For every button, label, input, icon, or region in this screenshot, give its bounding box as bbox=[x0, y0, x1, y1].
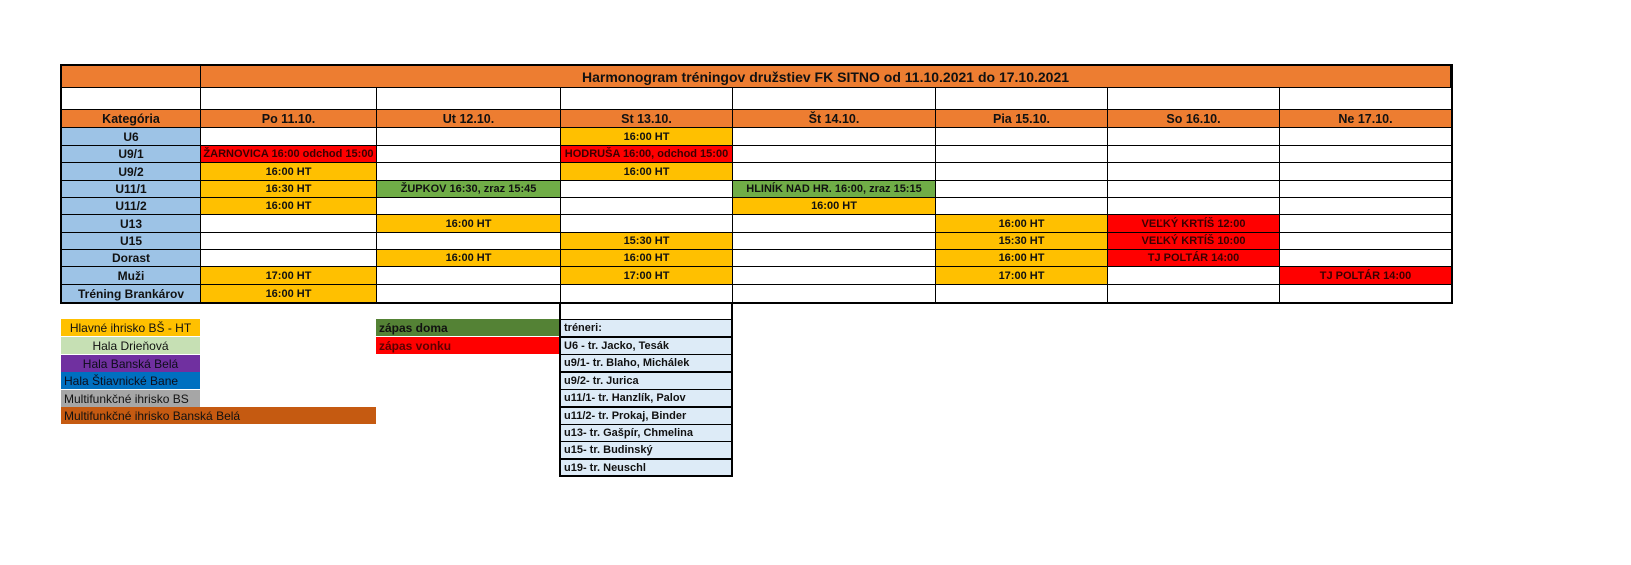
coach-item: U6 - tr. Jacko, Tesák bbox=[560, 337, 732, 355]
schedule-cell bbox=[935, 127, 1108, 146]
schedule-cell: 16:30 HT bbox=[200, 180, 377, 198]
schedule-cell bbox=[1107, 127, 1280, 146]
schedule-cell bbox=[732, 214, 936, 233]
blank-cell bbox=[1279, 87, 1452, 110]
schedule-cell bbox=[376, 232, 561, 250]
match-legend-item: zápas doma bbox=[376, 319, 560, 336]
schedule-cell: 16:00 HT bbox=[560, 127, 733, 146]
venue-legend-item: Hala Banská Belá bbox=[61, 355, 200, 372]
schedule-cell bbox=[1107, 162, 1280, 181]
category-label: Dorast bbox=[61, 249, 201, 267]
blank-cell bbox=[376, 87, 561, 110]
schedule-cell bbox=[200, 249, 377, 267]
schedule-cell: 15:30 HT bbox=[935, 232, 1108, 250]
schedule-cell: 16:00 HT bbox=[376, 249, 561, 267]
day-header: Pia 15.10. bbox=[935, 109, 1108, 128]
schedule-cell bbox=[560, 180, 733, 198]
venue-legend-item: Hala Drieňová bbox=[61, 337, 200, 354]
schedule-cell: 16:00 HT bbox=[732, 197, 936, 215]
schedule-cell: VEĽKÝ KRTÍŠ 10:00 bbox=[1107, 232, 1280, 250]
title-corner-cell bbox=[61, 65, 201, 88]
schedule-cell bbox=[732, 127, 936, 146]
coach-item: u9/2- tr. Jurica bbox=[560, 372, 732, 390]
schedule-cell: 16:00 HT bbox=[560, 162, 733, 181]
blank-cell bbox=[732, 87, 936, 110]
coaches-header: tréneri: bbox=[560, 319, 732, 337]
schedule-cell: 16:00 HT bbox=[200, 284, 377, 303]
schedule-cell bbox=[1107, 180, 1280, 198]
schedule-cell bbox=[1107, 284, 1280, 303]
schedule-cell: 17:00 HT bbox=[935, 266, 1108, 285]
schedule-cell: ŽARNOVICA 16:00 odchod 15:00 bbox=[200, 145, 377, 163]
venue-legend-item: Multifunkčné ihrisko Banská Belá bbox=[61, 407, 376, 424]
venue-legend-item: Hala Štiavnické Bane bbox=[61, 372, 200, 389]
schedule-cell bbox=[1107, 197, 1280, 215]
schedule-cell bbox=[935, 197, 1108, 215]
category-label: Muži bbox=[61, 266, 201, 285]
match-legend-item: zápas vonku bbox=[376, 337, 560, 354]
schedule-cell bbox=[1107, 145, 1280, 163]
schedule-cell bbox=[1279, 162, 1452, 181]
coach-item: u11/1- tr. Hanzlík, Palov bbox=[560, 389, 732, 407]
coach-item: u9/1- tr. Blaho, Michálek bbox=[560, 354, 732, 372]
schedule-cell: HLINÍK NAD HR. 16:00, zraz 15:15 bbox=[732, 180, 936, 198]
schedule-cell bbox=[376, 284, 561, 303]
schedule-cell bbox=[200, 127, 377, 146]
schedule-cell bbox=[376, 162, 561, 181]
schedule-cell bbox=[1279, 145, 1452, 163]
schedule-cell: 17:00 HT bbox=[200, 266, 377, 285]
category-header: Kategória bbox=[61, 109, 201, 128]
venue-legend-item: Hlavné ihrisko BŠ - HT bbox=[61, 319, 200, 336]
day-header: Ne 17.10. bbox=[1279, 109, 1452, 128]
category-label: Tréning Brankárov bbox=[61, 284, 201, 303]
category-label: U6 bbox=[61, 127, 201, 146]
schedule-cell bbox=[1279, 249, 1452, 267]
blank-cell bbox=[200, 87, 377, 110]
schedule-cell bbox=[732, 284, 936, 303]
schedule-cell: 16:00 HT bbox=[560, 249, 733, 267]
schedule-cell bbox=[376, 197, 561, 215]
schedule-cell bbox=[935, 180, 1108, 198]
schedule-cell bbox=[935, 284, 1108, 303]
schedule-cell bbox=[560, 214, 733, 233]
schedule-cell: 16:00 HT bbox=[200, 197, 377, 215]
day-header: Ut 12.10. bbox=[376, 109, 561, 128]
schedule-cell: TJ POLTÁR 14:00 bbox=[1107, 249, 1280, 267]
schedule-cell bbox=[376, 127, 561, 146]
coach-item: u13- tr. Gašpír, Chmelina bbox=[560, 424, 732, 442]
venue-legend-item: Multifunkčné ihrisko BS bbox=[61, 390, 200, 407]
schedule-cell bbox=[376, 266, 561, 285]
schedule-cell bbox=[560, 197, 733, 215]
day-header: Št 14.10. bbox=[732, 109, 936, 128]
schedule-cell bbox=[560, 284, 733, 303]
blank-cell bbox=[61, 87, 201, 110]
schedule-cell bbox=[732, 145, 936, 163]
schedule-cell: 16:00 HT bbox=[376, 214, 561, 233]
schedule-cell bbox=[1279, 214, 1452, 233]
schedule-cell bbox=[1279, 284, 1452, 303]
schedule-cell: 17:00 HT bbox=[560, 266, 733, 285]
schedule-cell: ŽUPKOV 16:30, zraz 15:45 bbox=[376, 180, 561, 198]
schedule-cell bbox=[935, 162, 1108, 181]
day-header: Po 11.10. bbox=[200, 109, 377, 128]
schedule-cell: VEĽKÝ KRTÍŠ 12:00 bbox=[1107, 214, 1280, 233]
category-label: U15 bbox=[61, 232, 201, 250]
schedule-cell: 16:00 HT bbox=[935, 214, 1108, 233]
schedule-cell: 15:30 HT bbox=[560, 232, 733, 250]
schedule-cell bbox=[1279, 180, 1452, 198]
schedule-cell bbox=[1107, 266, 1280, 285]
blank-cell bbox=[935, 87, 1108, 110]
schedule-cell bbox=[732, 249, 936, 267]
blank-cell bbox=[1107, 87, 1280, 110]
day-header: So 16.10. bbox=[1107, 109, 1280, 128]
schedule-cell: 16:00 HT bbox=[200, 162, 377, 181]
schedule-cell bbox=[200, 232, 377, 250]
schedule-cell bbox=[732, 266, 936, 285]
category-label: U13 bbox=[61, 214, 201, 233]
schedule-cell bbox=[1279, 197, 1452, 215]
schedule-cell: HODRUŠA 16:00, odchod 15:00 bbox=[560, 145, 733, 163]
category-label: U11/1 bbox=[61, 180, 201, 198]
page-title: Harmonogram tréningov družstiev FK SITNO od 11.10.2021 do 17.10.2021 bbox=[200, 65, 1451, 88]
coach-item: u19- tr. Neuschl bbox=[560, 459, 732, 477]
schedule-cell bbox=[1279, 232, 1452, 250]
schedule-cell bbox=[935, 145, 1108, 163]
coach-item: u15- tr. Budinský bbox=[560, 441, 732, 459]
category-label: U9/1 bbox=[61, 145, 201, 163]
schedule-cell bbox=[1279, 127, 1452, 146]
schedule-cell bbox=[376, 145, 561, 163]
blank-cell bbox=[560, 87, 733, 110]
schedule-cell bbox=[200, 214, 377, 233]
coach-item: u11/2- tr. Prokaj, Binder bbox=[560, 407, 732, 425]
schedule-cell: TJ POLTÁR 14:00 bbox=[1279, 266, 1452, 285]
day-header: St 13.10. bbox=[560, 109, 733, 128]
category-label: U11/2 bbox=[61, 197, 201, 215]
schedule-cell: 16:00 HT bbox=[935, 249, 1108, 267]
schedule-cell bbox=[732, 232, 936, 250]
category-label: U9/2 bbox=[61, 162, 201, 181]
schedule-cell bbox=[732, 162, 936, 181]
